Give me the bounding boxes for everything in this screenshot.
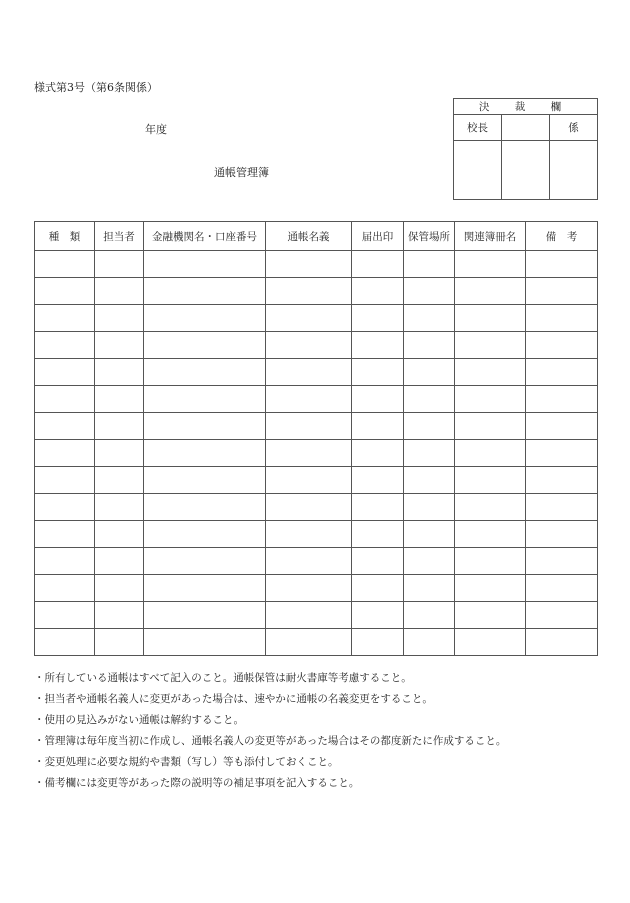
note-item: ・使用の見込みがない通帳は解約すること。 [34, 714, 244, 726]
ledger-cell[interactable] [266, 278, 352, 305]
table-row [35, 305, 598, 332]
ledger-cell[interactable] [35, 440, 95, 467]
table-row [35, 278, 598, 305]
column-header-registered-seal: 届出印 [352, 222, 404, 251]
table-row [35, 359, 598, 386]
ledger-cell[interactable] [455, 467, 526, 494]
ledger-cell[interactable] [526, 521, 598, 548]
ledger-cell[interactable] [266, 305, 352, 332]
note-item: ・備考欄には変更等があった際の説明等の補足事項を記入すること。 [34, 777, 360, 789]
ledger-cell[interactable] [95, 521, 144, 548]
ledger-cell[interactable] [266, 494, 352, 521]
approval-role-staff: 係 [550, 115, 598, 141]
ledger-cell[interactable] [352, 332, 404, 359]
ledger-cell[interactable] [35, 251, 95, 278]
ledger-cell[interactable] [95, 251, 144, 278]
column-header-person-in-charge: 担当者 [95, 222, 144, 251]
ledger-cell[interactable] [95, 413, 144, 440]
ledger-cell[interactable] [144, 494, 266, 521]
table-row [35, 251, 598, 278]
ledger-cell[interactable] [266, 386, 352, 413]
ledger-cell[interactable] [144, 548, 266, 575]
table-row [35, 629, 598, 656]
ledger-cell[interactable] [266, 440, 352, 467]
ledger-cell[interactable] [526, 548, 598, 575]
table-row [35, 386, 598, 413]
ledger-cell[interactable] [266, 602, 352, 629]
ledger-cell[interactable] [35, 548, 95, 575]
ledger-cell[interactable] [266, 413, 352, 440]
ledger-cell[interactable] [526, 467, 598, 494]
ledger-cell[interactable] [266, 575, 352, 602]
column-header-bank-account: 金融機関名・口座番号 [144, 222, 266, 251]
ledger-cell[interactable] [455, 386, 526, 413]
ledger-cell[interactable] [352, 548, 404, 575]
ledger-cell[interactable] [404, 629, 455, 656]
ledger-cell[interactable] [404, 278, 455, 305]
column-header-remarks: 備 考 [526, 222, 598, 251]
ledger-cell[interactable] [144, 521, 266, 548]
ledger-cell[interactable] [455, 494, 526, 521]
table-row [35, 575, 598, 602]
ledger-cell[interactable] [526, 359, 598, 386]
ledger-cell[interactable] [455, 521, 526, 548]
table-row [35, 440, 598, 467]
table-row [35, 413, 598, 440]
ledger-cell[interactable] [35, 629, 95, 656]
approval-stamp-cell[interactable] [550, 141, 598, 200]
ledger-cell[interactable] [526, 494, 598, 521]
ledger-cell[interactable] [266, 521, 352, 548]
ledger-cell[interactable] [144, 305, 266, 332]
ledger-cell[interactable] [404, 251, 455, 278]
ledger-cell[interactable] [266, 629, 352, 656]
ledger-cell[interactable] [144, 602, 266, 629]
ledger-cell[interactable] [35, 386, 95, 413]
table-row [35, 602, 598, 629]
ledger-cell[interactable] [35, 332, 95, 359]
ledger-cell[interactable] [352, 629, 404, 656]
ledger-cell[interactable] [352, 575, 404, 602]
ledger-cell[interactable] [144, 332, 266, 359]
table-row [35, 332, 598, 359]
ledger-cell[interactable] [404, 413, 455, 440]
ledger-cell[interactable] [95, 386, 144, 413]
ledger-cell[interactable] [455, 548, 526, 575]
ledger-cell[interactable] [144, 413, 266, 440]
ledger-cell[interactable] [144, 629, 266, 656]
ledger-cell[interactable] [95, 305, 144, 332]
ledger-cell[interactable] [455, 602, 526, 629]
ledger-cell[interactable] [95, 602, 144, 629]
ledger-cell[interactable] [455, 629, 526, 656]
ledger-cell[interactable] [352, 413, 404, 440]
ledger-cell[interactable] [266, 548, 352, 575]
ledger-cell[interactable] [144, 251, 266, 278]
ledger-cell[interactable] [266, 359, 352, 386]
ledger-cell[interactable] [526, 251, 598, 278]
ledger-cell[interactable] [526, 305, 598, 332]
ledger-cell[interactable] [526, 332, 598, 359]
table-row [35, 521, 598, 548]
ledger-cell[interactable] [404, 521, 455, 548]
document-title: 通帳管理簿 [214, 166, 269, 179]
ledger-cell[interactable] [144, 386, 266, 413]
ledger-cell[interactable] [455, 332, 526, 359]
ledger-cell[interactable] [455, 278, 526, 305]
ledger-cell[interactable] [35, 278, 95, 305]
ledger-cell[interactable] [144, 440, 266, 467]
ledger-cell[interactable] [526, 278, 598, 305]
ledger-cell[interactable] [144, 278, 266, 305]
ledger-cell[interactable] [404, 359, 455, 386]
ledger-cell[interactable] [455, 413, 526, 440]
ledger-cell[interactable] [35, 413, 95, 440]
ledger-cell[interactable] [526, 629, 598, 656]
ledger-cell[interactable] [455, 305, 526, 332]
note-item: ・変更処理に必要な規約や書類（写し）等も添付しておくこと。 [34, 756, 339, 768]
ledger-cell[interactable] [455, 440, 526, 467]
ledger-cell[interactable] [35, 602, 95, 629]
ledger-cell[interactable] [526, 575, 598, 602]
ledger-cell[interactable] [352, 278, 404, 305]
table-row [35, 548, 598, 575]
ledger-cell[interactable] [404, 386, 455, 413]
column-header-related-records: 関連簿冊名 [455, 222, 526, 251]
note-item: ・所有している通帳はすべて記入のこと。通帳保管は耐火書庫等考慮すること。 [34, 672, 412, 684]
column-header-type: 種 類 [35, 222, 95, 251]
ledger-cell[interactable] [144, 575, 266, 602]
ledger-cell[interactable] [35, 494, 95, 521]
table-row [35, 467, 598, 494]
ledger-cell[interactable] [526, 413, 598, 440]
ledger-cell[interactable] [95, 440, 144, 467]
approval-stamp-cell[interactable] [454, 141, 502, 200]
approval-header: 決 裁 欄 [454, 99, 598, 115]
ledger-cell[interactable] [95, 548, 144, 575]
note-item: ・担当者や通帳名義人に変更があった場合は、速やかに通帳の名義変更をすること。 [34, 693, 433, 705]
approval-role-principal: 校長 [454, 115, 502, 141]
ledger-cell[interactable] [455, 251, 526, 278]
ledger-cell[interactable] [404, 602, 455, 629]
ledger-cell[interactable] [352, 521, 404, 548]
column-header-storage-location: 保管場所 [404, 222, 455, 251]
ledger-cell[interactable] [352, 494, 404, 521]
ledger-cell[interactable] [35, 359, 95, 386]
fiscal-year-label: 年度 [145, 123, 167, 136]
ledger-cell[interactable] [95, 494, 144, 521]
ledger-cell[interactable] [526, 386, 598, 413]
ledger-cell[interactable] [404, 467, 455, 494]
ledger-cell[interactable] [526, 602, 598, 629]
passbook-ledger-table [34, 221, 598, 656]
ledger-cell[interactable] [404, 494, 455, 521]
ledger-cell[interactable] [404, 305, 455, 332]
ledger-cell[interactable] [352, 467, 404, 494]
approval-stamp-cell[interactable] [502, 141, 550, 200]
ledger-cell[interactable] [352, 602, 404, 629]
ledger-cell[interactable] [404, 548, 455, 575]
ledger-cell[interactable] [352, 386, 404, 413]
ledger-cell[interactable] [455, 575, 526, 602]
ledger-cell[interactable] [144, 359, 266, 386]
ledger-body [35, 251, 598, 656]
approval-box [453, 98, 598, 200]
notes-list [34, 668, 506, 794]
ledger-cell[interactable] [404, 575, 455, 602]
ledger-cell[interactable] [266, 332, 352, 359]
ledger-cell[interactable] [404, 332, 455, 359]
ledger-cell[interactable] [95, 575, 144, 602]
note-item: ・管理簿は毎年度当初に作成し、通帳名義人の変更等があった場合はその都度新たに作成すること。 [34, 735, 507, 747]
ledger-cell[interactable] [35, 575, 95, 602]
ledger-cell[interactable] [266, 467, 352, 494]
ledger-cell[interactable] [95, 278, 144, 305]
ledger-cell[interactable] [35, 467, 95, 494]
form-reference: 様式第3号（第6条関係） [34, 81, 158, 94]
ledger-cell[interactable] [35, 521, 95, 548]
ledger-cell[interactable] [95, 629, 144, 656]
ledger-cell[interactable] [35, 305, 95, 332]
ledger-cell[interactable] [95, 332, 144, 359]
ledger-cell[interactable] [352, 251, 404, 278]
table-row [35, 494, 598, 521]
ledger-cell[interactable] [455, 359, 526, 386]
ledger-cell[interactable] [352, 440, 404, 467]
column-header-account-holder: 通帳名義 [266, 222, 352, 251]
ledger-cell[interactable] [144, 467, 266, 494]
ledger-cell[interactable] [526, 440, 598, 467]
ledger-cell[interactable] [352, 359, 404, 386]
ledger-cell[interactable] [95, 359, 144, 386]
approval-role-blank [502, 115, 550, 141]
ledger-cell[interactable] [266, 251, 352, 278]
ledger-cell[interactable] [404, 440, 455, 467]
ledger-cell[interactable] [352, 305, 404, 332]
ledger-header-row [35, 222, 598, 251]
ledger-cell[interactable] [95, 467, 144, 494]
